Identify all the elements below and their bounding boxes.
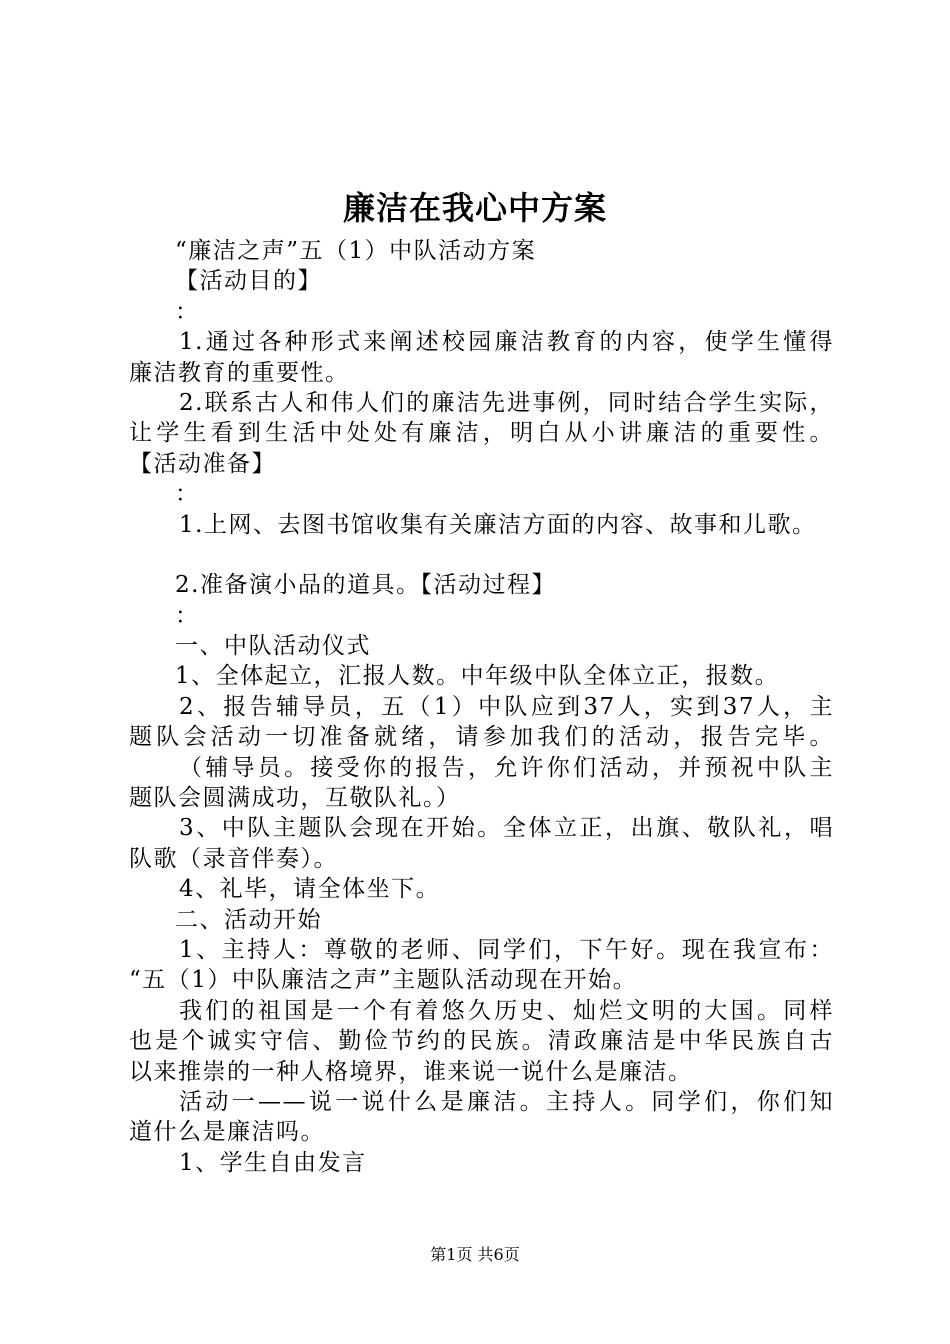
body-line: 队歌（录音伴奏）。 [129, 845, 338, 872]
body-line: 也是个诚实守信、勤俭节约的民族。清政廉洁是中华民族自古 [129, 1028, 834, 1055]
body-line: 一、中队活动仪式 [175, 633, 371, 660]
document-title: 廉洁在我心中方案 [342, 189, 607, 227]
blank-line [129, 540, 834, 570]
section-heading: 【活动准备】 [129, 450, 276, 477]
body-line: 活动一——说一说什么是廉洁。主持人。同学们，你们知 [179, 1088, 834, 1115]
body-line: 2、报告辅导员，五（1）中队应到37人，实到37人，主 [179, 693, 834, 720]
body-line: 4、礼毕，请全体坐下。 [179, 876, 441, 903]
body-line: 题队会活动一切准备就绪，请参加我们的活动，报告完毕。 [129, 724, 834, 751]
body-line: 让学生看到生活中处处有廉洁，明白从小讲廉洁的重要性。 [129, 420, 834, 447]
body-line: 题队会圆满成功，互敬队礼。） [129, 785, 461, 812]
body-line: 1.上网、去图书馆收集有关廉洁方面的内容、故事和儿歌。 [179, 511, 817, 538]
body-line: “廉洁之声”五（1）中队活动方案 [175, 238, 537, 264]
body-line: 2.准备演小品的道具。【活动过程】 [175, 572, 556, 599]
body-line: 廉洁教育的重要性。 [129, 359, 350, 386]
body-line: 我们的祖国是一个有着悠久历史、灿烂文明的大国。同样 [179, 997, 834, 1024]
page-number-footer: 第1页 共6页 [430, 1245, 520, 1264]
body-line: 1、学生自由发言 [179, 1149, 367, 1176]
body-line: 二、活动开始 [175, 906, 322, 933]
body-line: 1.通过各种形式来阐述校园廉洁教育的内容，使学生懂得 [179, 329, 834, 356]
body-line: ： [175, 602, 200, 629]
body-line: ： [175, 298, 200, 325]
body-line: 以来推崇的一种人格境界，谁来说一说什么是廉洁。 [129, 1058, 693, 1085]
section-heading: 【活动目的】 [175, 268, 322, 295]
body-line: ： [175, 481, 200, 508]
body-line: （辅导员。接受你的报告，允许你们活动，并预祝中队主 [179, 754, 834, 781]
body-line: 1、全体起立，汇报人数。中年级中队全体立正，报数。 [175, 663, 780, 690]
document-body [129, 236, 834, 1178]
body-line: 3、中队主题队会现在开始。全体立正，出旗、敬队礼，唱 [179, 815, 834, 842]
body-line: 1、主持人：尊敬的老师、同学们，下午好。现在我宣布： [179, 936, 834, 963]
body-line: “五（1）中队廉洁之声”主题队活动现在开始。 [129, 967, 638, 994]
body-line: 道什么是廉洁吗。 [129, 1119, 325, 1146]
body-line: 2.联系古人和伟人们的廉洁先进事例，同时结合学生实际， [179, 389, 834, 416]
